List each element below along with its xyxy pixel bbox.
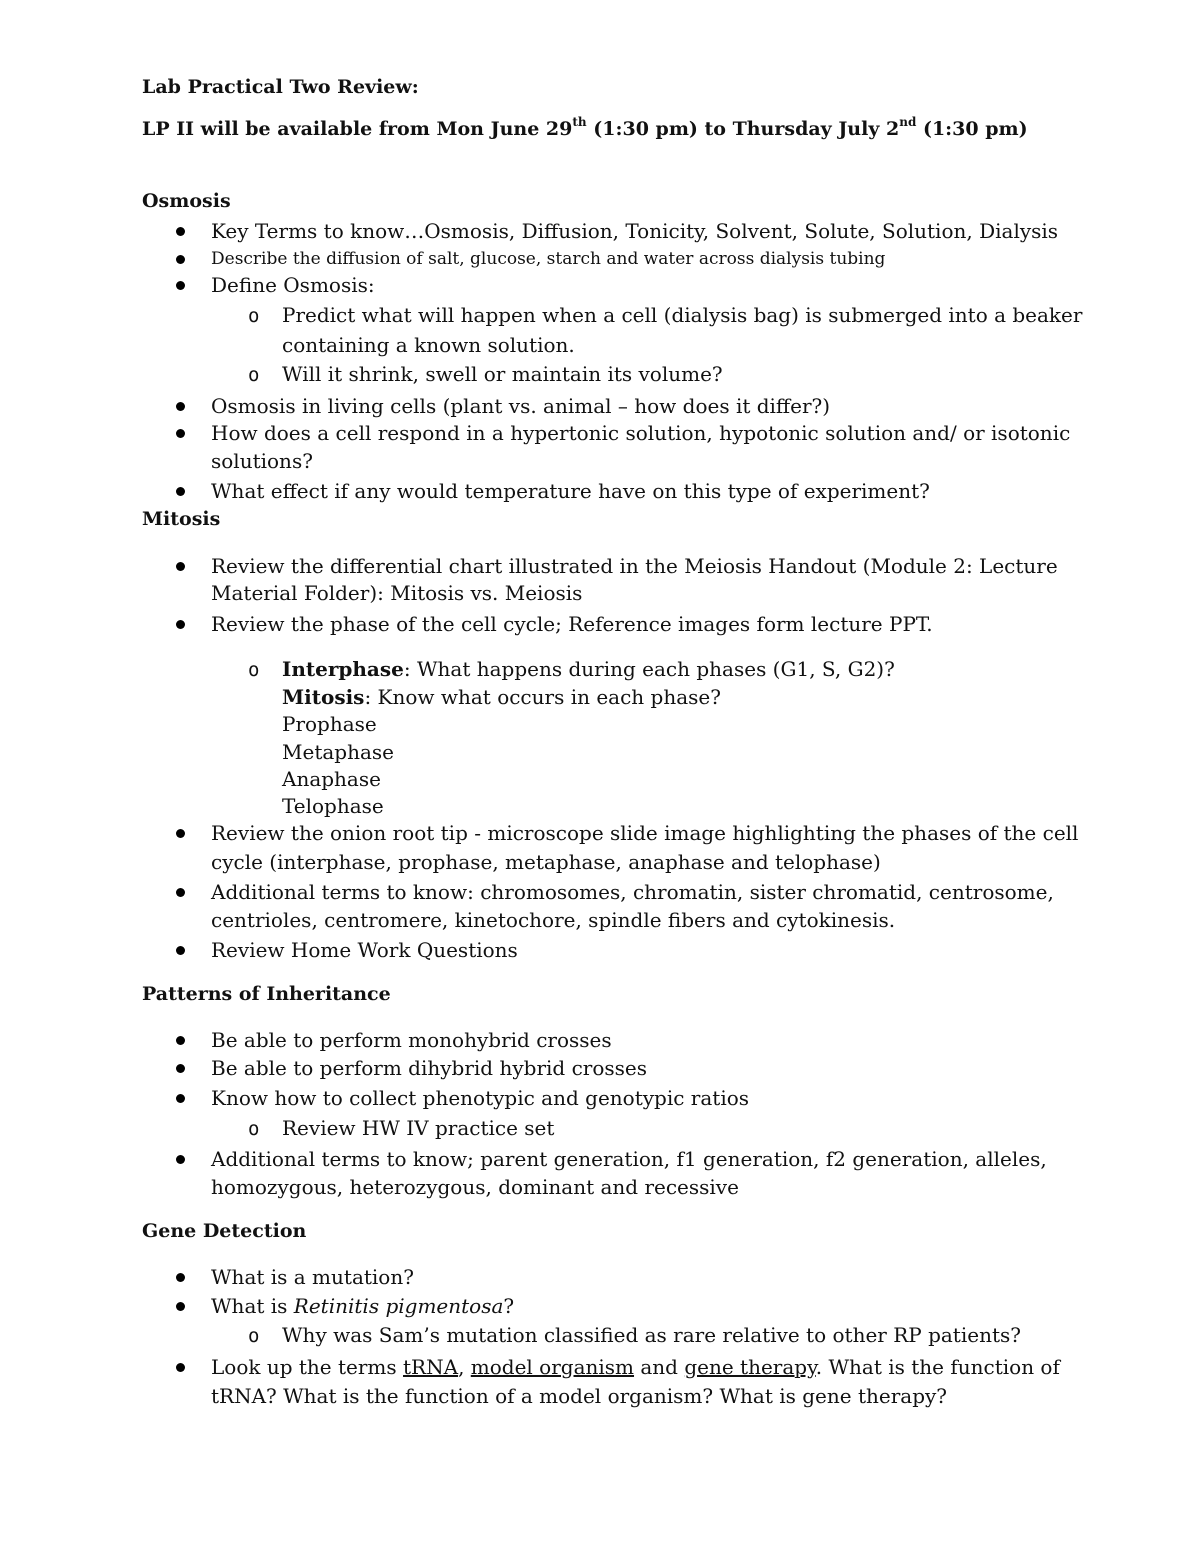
bullet-icon [176,1273,185,1282]
sub-list-item: Will it shrink, swell or maintain its volume? [282,362,723,386]
bullet-icon [176,946,185,955]
bullet-icon [176,1094,185,1103]
section-heading-inheritance: Patterns of Inheritance [142,983,391,1005]
list-item: Review Home Work Questions [211,938,518,962]
phase-item: Telophase [282,794,384,818]
bullet-icon [176,487,185,496]
term-trna: tRNA [403,1355,459,1379]
term-gene-therapy: gene therapy [684,1355,816,1379]
mitosis-label: Mitosis [282,685,365,709]
list-item: Describe the diffusion of salt, glucose, starch and water across dialysis tubing [211,249,886,269]
bullet-icon [176,562,185,571]
list-item-continued: homozygous, heterozygous, dominant and recessive [211,1175,739,1199]
bullet-icon [176,888,185,897]
bullet-icon [176,620,185,629]
list-item: Additional terms to know; parent generation, f1 generation, f2 generation, alleles, [211,1147,1047,1171]
list-item-continued: Material Folder): Mitosis vs. Meiosis [211,581,583,605]
retinitis-term: Retinitis pigmentosa [293,1294,504,1318]
sub-bullet-icon: o [248,1118,260,1140]
sub-bullet-icon: o [248,305,260,327]
list-item: What effect if any would temperature have on this type of experiment? [211,479,930,503]
mitosis-text: : Know what occurs in each phase? [364,685,721,709]
list-item [211,1354,1060,1380]
list-item [211,1293,514,1319]
availability-text-2: (1:30 pm) to Thursday July 2 [586,118,900,140]
list-item: Review the phase of the cell cycle; Reference images form lecture PPT. [211,612,933,636]
section-heading-gene-detection: Gene Detection [142,1220,307,1242]
sub-bullet-icon: o [248,659,260,681]
retinitis-suffix: ? [503,1294,515,1318]
retinitis-prefix: What is [211,1294,294,1318]
availability-line [142,114,1028,140]
list-item: Osmosis in living cells (plant vs. animal – how does it differ?) [211,394,831,418]
phase-item: Metaphase [282,740,394,764]
page-title: Lab Practical Two Review: [142,76,419,98]
bullet-icon [176,255,185,264]
list-item: Be able to perform monohybrid crosses [211,1028,612,1052]
term-separator: , [458,1355,471,1379]
interphase-text: : What happens during each phases (G1, S, G2)? [403,657,895,681]
bullet-icon [176,829,185,838]
interphase-label: Interphase [282,657,404,681]
availability-text-3: (1:30 pm) [916,118,1028,140]
bullet-icon [176,1155,185,1164]
availability-text-1: LP II will be available from Mon June 29 [142,118,573,140]
bullet-icon [176,1064,185,1073]
phase-item: Prophase [282,712,377,736]
term-model-organism: model organism [470,1355,635,1379]
bullet-icon [176,1036,185,1045]
list-item-continued: cycle (interphase, prophase, metaphase, anaphase and telophase) [211,850,881,874]
bullet-icon [176,402,185,411]
list-item-continued: centrioles, centromere, kinetochore, spindle fibers and cytokinesis. [211,908,896,932]
list-item-continued: tRNA? What is the function of a model organism? What is gene therapy? [211,1384,948,1408]
section-heading-osmosis: Osmosis [142,190,231,212]
bullet-icon [176,227,185,236]
availability-sup-1: th [572,114,587,129]
list-item: What is a mutation? [211,1265,414,1289]
sub-list-item: Predict what will happen when a cell (dialysis bag) is submerged into a beaker [282,303,1083,327]
sub-bullet-icon: o [248,364,260,386]
bullet-icon [176,1302,185,1311]
section-heading-mitosis: Mitosis [142,508,221,530]
interphase-line [282,656,895,682]
lookup-prefix: Look up the terms [211,1355,404,1379]
list-item: Review the onion root tip - microscope slide image highlighting the phases of the cell [211,821,1079,845]
list-item: Key Terms to know…Osmosis, Diffusion, Tonicity, Solvent, Solute, Solution, Dialysis [211,219,1059,243]
list-item-continued: solutions? [211,449,313,473]
sub-list-item-continued: containing a known solution. [282,333,575,357]
list-item: Be able to perform dihybrid hybrid crosses [211,1056,647,1080]
list-item: How does a cell respond in a hypertonic solution, hypotonic solution and/ or isotonic [211,421,1071,445]
lookup-suffix: . What is the function of [815,1355,1060,1379]
list-item: Know how to collect phenotypic and genotypic ratios [211,1086,750,1110]
list-item: Additional terms to know: chromosomes, chromatin, sister chromatid, centrosome, [211,880,1054,904]
list-item: Define Osmosis: [211,273,375,297]
list-item: Review the differential chart illustrated in the Meiosis Handout (Module 2: Lecture [211,554,1058,578]
bullet-icon [176,429,185,438]
bullet-icon [176,1363,185,1372]
phase-item: Anaphase [282,767,381,791]
term-separator-and: and [634,1355,685,1379]
mitosis-phase-line [282,684,721,710]
availability-sup-2: nd [899,114,917,129]
sub-list-item: Why was Sam’s mutation classified as rare relative to other RP patients? [282,1323,1021,1347]
sub-bullet-icon: o [248,1325,260,1347]
bullet-icon [176,281,185,290]
sub-list-item: Review HW IV practice set [282,1116,555,1140]
